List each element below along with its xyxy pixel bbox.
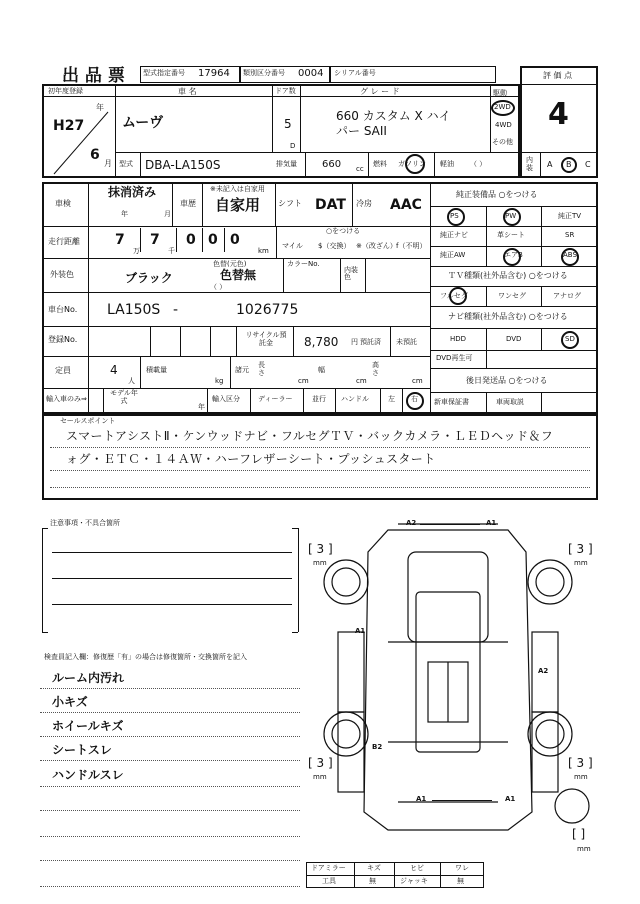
displacement-value: 660	[322, 159, 342, 170]
year-unit: 年	[96, 103, 104, 112]
doors-value: 5	[284, 117, 292, 131]
fuel-label: 燃料	[373, 160, 387, 168]
mileage-digit-5: 0	[230, 232, 240, 248]
mark-front-a2: A2	[406, 519, 417, 527]
inspector-item-2: 小キズ	[52, 695, 88, 709]
mileage-digit-4: 0	[208, 232, 218, 248]
equip-navi: 純正ナビ	[440, 231, 468, 239]
mileage-note: ○をつける	[326, 227, 361, 235]
import-dealer: ディーラー	[258, 395, 293, 403]
drive-label: 駆動	[493, 89, 507, 97]
inspector-item-1: ルーム内汚れ	[52, 671, 125, 685]
chassis-label: 車台No.	[48, 305, 78, 314]
fuel-other: （ ）	[470, 160, 487, 168]
inspection-month: 月	[164, 210, 171, 218]
fuel-gasoline: ガソリン	[398, 160, 426, 168]
tread-fl-value: 3	[316, 542, 325, 556]
mileage-unit: km	[258, 247, 269, 255]
equip-aw: 純正AW	[440, 251, 466, 259]
model-type-label: 型式	[119, 160, 133, 168]
navi-sd: SD	[565, 335, 575, 343]
color-label: 外装色	[50, 270, 74, 279]
tools-mirror: ドアミラー	[311, 864, 346, 872]
mileage-exchange: $（交換）	[318, 242, 351, 250]
eval-label: 評 価 点	[543, 71, 573, 80]
evaluation-score: 4	[548, 97, 569, 132]
tv-oneseg: ワンセグ	[498, 292, 526, 300]
capacity-value: 4	[110, 363, 118, 377]
sales-point-label: セールスポイント	[60, 417, 116, 425]
navi-dvd-play: DVD再生可	[436, 354, 473, 362]
load-label: 積載量	[146, 366, 167, 374]
tv-analog: アナログ	[553, 292, 581, 300]
vehicle-use-value: 自家用	[215, 196, 261, 214]
chassis-number: 1026775	[236, 302, 299, 318]
first-reg-year: H27	[53, 118, 85, 134]
chassis-dash: -	[173, 302, 179, 318]
equip-sr: SR	[565, 231, 575, 239]
tread-spare-unit: mm	[577, 845, 591, 853]
inspection-year: 年	[121, 210, 128, 218]
import-label: 輸入車のみ⇒	[46, 395, 87, 403]
tv-title: ＴＶ種類(社外品含む) ○をつける	[448, 271, 568, 280]
sales-point-line2: ォグ・ＥＴＣ・１４ＡＷ・ハーフレザーシート・プッシュスタート	[66, 452, 436, 466]
size-label: 諸元	[235, 366, 249, 374]
handle-right: 右	[411, 395, 418, 403]
inspection-value: 抹消済み	[108, 185, 157, 199]
acc-manual: 車両取説	[496, 398, 524, 406]
first-reg-label: 初年度登録	[48, 87, 83, 95]
serial-label: シリアル番号	[334, 69, 376, 77]
tread-fl-unit: mm	[313, 559, 327, 567]
mileage-sen: 千	[168, 247, 175, 255]
length-label: 長さ	[258, 361, 265, 377]
tread-fl: [ 3 ]	[308, 542, 333, 556]
handle-label: ハンドル	[341, 395, 369, 403]
spare-tire-icon	[552, 786, 592, 826]
fuel-diesel: 軽油	[440, 160, 454, 168]
acc-warranty: 新車保証書	[434, 398, 469, 406]
grade-line1: 660 カスタム X ハイ	[336, 109, 451, 123]
equip-pw: PW	[505, 212, 517, 220]
model-cert-no: 17964	[198, 68, 230, 79]
cooling-label: 冷房	[356, 199, 372, 208]
tread-fr: [ 3 ]	[568, 542, 593, 556]
grade-line2: パー SAII	[336, 124, 387, 138]
mark-right-a2: A2	[538, 667, 549, 675]
doors-d: D	[290, 142, 296, 150]
equip-airbag: エアB	[504, 251, 523, 259]
deposit-not: 未預託	[396, 338, 417, 346]
tread-spare: [ ]	[572, 827, 586, 841]
tread-rr-value: 3	[576, 756, 585, 770]
sales-point-line1: スマートアシストⅡ・ケンウッドナビ・フルセグＴＶ・バックカメラ・ＬＥＤヘッド＆フ	[66, 429, 554, 443]
tread-fr-unit: mm	[574, 559, 588, 567]
notes-label: 注意事項・不具合箇所	[50, 519, 120, 527]
interior-label: 内装	[526, 156, 533, 172]
drive-2wd: 2WD	[494, 103, 511, 111]
mileage-digit-3: 0	[186, 232, 196, 248]
length-cm: cm	[298, 377, 309, 385]
inspector-item-4: シートスレ	[52, 743, 112, 757]
inspector-label: 検査員記入欄：修復歴「有」の場合は修復箇所・交換箇所を記入	[44, 653, 247, 661]
tread-rl-unit: mm	[313, 773, 327, 781]
grade-label: グ レ ー ド	[360, 87, 400, 96]
mileage-digit-2: 7	[150, 232, 160, 248]
height-cm: cm	[412, 377, 423, 385]
tv-fullseg: フルセグ	[440, 292, 468, 300]
first-reg-month: 6	[90, 147, 100, 163]
width-cm: cm	[356, 377, 367, 385]
navi-dvd: DVD	[506, 335, 522, 343]
inspector-item-5: ハンドルスレ	[52, 768, 124, 782]
mileage-modified: ※（改ざん）	[356, 242, 397, 250]
tools-label: 工具	[322, 877, 336, 885]
handle-left: 左	[388, 395, 395, 403]
equip-ps: PS	[450, 212, 459, 220]
model-year-unit: 年	[198, 403, 205, 411]
vehicle-use-note: ※未記入は自家用	[210, 185, 265, 193]
recycle-unit: 円	[351, 338, 358, 346]
width-label: 幅	[318, 366, 325, 374]
mileage-mile: マイル	[282, 242, 303, 250]
recycle-label: リサイクル預託金	[245, 331, 287, 347]
tools-value: 無	[369, 877, 376, 885]
registration-label: 登録No.	[48, 335, 78, 344]
recycle-value: 8,780	[304, 335, 339, 349]
capacity-label: 定員	[55, 366, 71, 375]
mileage-label: 走行距離	[48, 237, 80, 246]
vehicle-use-label: 車歴	[180, 199, 196, 208]
tools-dent: ワレ	[455, 864, 469, 872]
tread-rl: [ 3 ]	[308, 756, 333, 770]
mark-left-a1: A1	[355, 627, 366, 635]
inspector-item-3: ホイールキズ	[52, 719, 124, 733]
model-cert-label: 型式指定番号	[143, 69, 185, 77]
import-type-label: 輸入区分	[212, 395, 240, 403]
displacement-label: 排気量	[276, 160, 297, 168]
import-parallel: 並行	[312, 395, 326, 403]
displacement-unit: cc	[356, 165, 364, 173]
car-name: ムーヴ	[122, 115, 164, 131]
shift-label: シフト	[278, 199, 302, 208]
tread-rr-unit: mm	[574, 773, 588, 781]
mark-rear-a1-right: A1	[505, 795, 516, 803]
repaint-paren: （ ）	[210, 283, 227, 291]
navi-hdd: HDD	[450, 335, 467, 343]
height-label: 高さ	[372, 361, 379, 377]
deposit-done: 預託済	[360, 338, 381, 346]
mileage-unknown: f（不明）	[396, 242, 427, 250]
color-value: ブラック	[125, 271, 173, 285]
jack-label: ジャッキ	[400, 877, 428, 885]
equip-leather: 革シート	[497, 231, 525, 239]
equip-tv: 純正TV	[558, 212, 582, 220]
interior-color-label: 内装色	[344, 266, 358, 281]
tools-scratch: キズ	[367, 864, 381, 872]
equipment-title: 純正装備品 ○をつける	[456, 190, 538, 199]
color-no-label: カラーNo.	[287, 260, 320, 268]
tread-rl-value: 3	[316, 756, 325, 770]
class-label: 類別区分番号	[243, 69, 285, 77]
tread-fr-value: 3	[576, 542, 585, 556]
accessories-title: 後日発送品 ○をつける	[466, 376, 548, 385]
model-year-label: モデル年式	[110, 389, 138, 405]
first-reg-slash	[42, 96, 122, 176]
cooling-value: AAC	[390, 197, 422, 213]
interior-a: A	[547, 160, 553, 169]
interior-b: B	[566, 160, 572, 169]
drive-other: その他	[492, 138, 513, 146]
inspection-label: 車検	[55, 199, 71, 208]
car-name-label: 車 名	[178, 87, 197, 96]
equip-abs: ABS	[563, 251, 577, 259]
tools-crack: ヒビ	[410, 864, 424, 872]
capacity-unit: 人	[128, 377, 135, 385]
mark-rear-b2: B2	[372, 743, 383, 751]
load-unit: kg	[215, 377, 224, 385]
mark-rear-a1-left: A1	[416, 795, 427, 803]
doors-label: ドア数	[275, 87, 296, 95]
fuel-gasoline-circle	[405, 154, 425, 174]
class-no: 0004	[298, 68, 324, 79]
tread-rr: [ 3 ]	[568, 756, 593, 770]
jack-value: 無	[457, 877, 464, 885]
month-unit: 月	[104, 159, 112, 168]
mileage-man: 万	[133, 247, 140, 255]
mileage-digit-1: 7	[115, 232, 125, 248]
chassis-prefix: LA150S	[107, 302, 161, 318]
sheet-title: 出 品 票	[62, 66, 125, 86]
repaint-label: 色替(元色)	[213, 260, 247, 268]
drive-4wd: 4WD	[495, 121, 512, 129]
shift-value: DAT	[315, 197, 346, 213]
interior-c: C	[585, 160, 591, 169]
mark-front-a1: A1	[486, 519, 497, 527]
repaint-value: 色替無	[220, 268, 257, 282]
model-type: DBA-LA150S	[145, 158, 221, 172]
navi-title: ナビ種類(社外品含む) ○をつける	[448, 312, 568, 321]
